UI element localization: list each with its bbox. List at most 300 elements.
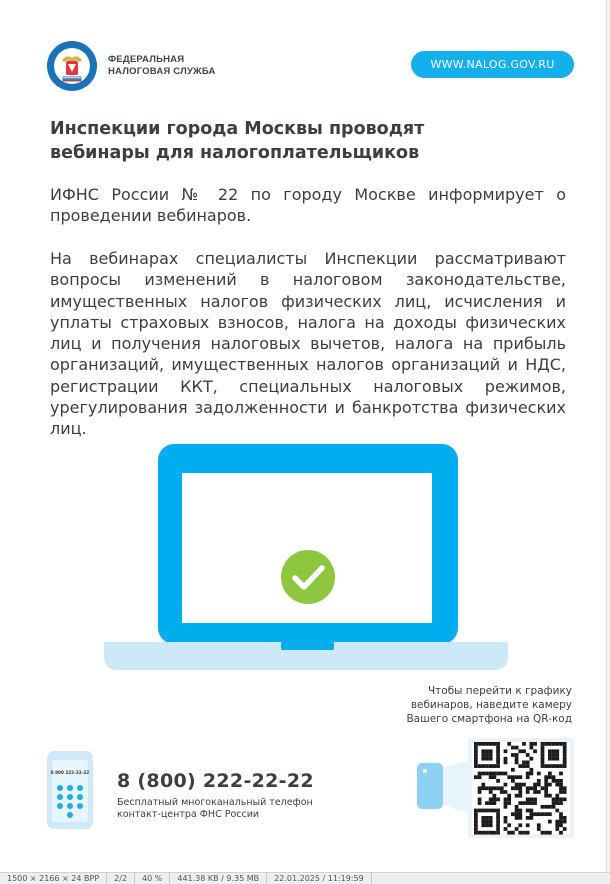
qr-module <box>489 816 493 820</box>
status-dimensions: 1500 × 2166 × 24 BPP <box>0 873 107 884</box>
status-bar <box>0 872 610 884</box>
qr-module <box>530 757 534 761</box>
qr-module <box>552 798 556 802</box>
qr-module <box>563 820 567 824</box>
qr-module <box>563 746 567 750</box>
qr-module <box>481 823 485 827</box>
qr-module <box>530 746 534 750</box>
qr-module <box>478 801 482 805</box>
website-button[interactable]: WWW.NALOG.GOV.RU <box>411 51 574 78</box>
qr-module <box>530 768 534 772</box>
qr-module <box>485 742 489 746</box>
qr-module <box>559 812 563 816</box>
qr-caption-line3: Вашего смартфона на QR-код <box>406 713 572 725</box>
qr-module <box>559 790 563 794</box>
qr-module <box>489 820 493 824</box>
qr-module <box>500 786 504 790</box>
qr-module <box>526 831 530 835</box>
qr-module <box>515 809 519 813</box>
qr-module <box>559 831 563 835</box>
qr-module <box>496 749 500 753</box>
qr-module <box>518 809 522 813</box>
qr-module <box>481 820 485 824</box>
qr-module <box>489 753 493 757</box>
check-circle-icon <box>281 550 335 604</box>
qr-module <box>474 757 478 761</box>
smartphone-icon <box>46 750 94 830</box>
org-name <box>108 54 216 78</box>
qr-module <box>478 809 482 813</box>
qr-module <box>559 779 563 783</box>
qr-module <box>485 764 489 768</box>
qr-module <box>518 831 522 835</box>
qr-module <box>496 772 500 776</box>
qr-module <box>548 805 552 809</box>
qr-module <box>518 794 522 798</box>
qr-module <box>493 809 497 813</box>
qr-module <box>522 761 526 765</box>
qr-module <box>522 783 526 787</box>
qr-module <box>515 794 519 798</box>
qr-module <box>474 753 478 757</box>
qr-module <box>489 742 493 746</box>
qr-module <box>507 801 511 805</box>
status-size: 441.38 KB / 9.35 MB <box>170 873 267 884</box>
qr-module <box>548 775 552 779</box>
qr-module <box>555 823 559 827</box>
qr-module <box>496 786 500 790</box>
qr-module <box>485 772 489 776</box>
qr-module <box>563 749 567 753</box>
qr-module <box>493 794 497 798</box>
qr-module <box>537 790 541 794</box>
qr-module <box>496 831 500 835</box>
qr-module <box>504 783 508 787</box>
qr-module <box>504 801 508 805</box>
qr-module <box>493 772 497 776</box>
qr-module <box>504 772 508 776</box>
qr-module <box>496 823 500 827</box>
qr-module <box>489 798 493 802</box>
qr-module <box>515 753 519 757</box>
qr-module <box>533 783 537 787</box>
qr-module <box>555 749 559 753</box>
qr-module <box>530 772 534 776</box>
qr-module <box>552 757 556 761</box>
qr-caption <box>340 684 572 726</box>
qr-module <box>563 816 567 820</box>
qr-module <box>518 775 522 779</box>
qr-module <box>511 779 515 783</box>
qr-module <box>537 772 541 776</box>
qr-module <box>559 816 563 820</box>
qr-module <box>541 761 545 765</box>
qr-module <box>552 753 556 757</box>
page-title <box>50 117 450 165</box>
qr-module <box>481 749 485 753</box>
qr-module <box>507 798 511 802</box>
qr-module <box>485 823 489 827</box>
qr-module <box>515 757 519 761</box>
qr-module <box>485 801 489 805</box>
qr-module <box>563 798 567 802</box>
qr-module <box>537 827 541 831</box>
qr-module <box>511 775 515 779</box>
qr-module <box>544 775 548 779</box>
qr-module <box>563 764 567 768</box>
topics-paragraph: На вебинарах специалисты Инспекции рассматривают вопросы изменений в налоговом законодательстве, имущественных налогов физических лиц, исчисления и уплаты страховых взносов, налога на доходы физических лиц и получения налоговых вычетов, налога на прибыль организаций, имущественных налогов организаций и НДС, регистрации ККТ, специальных налоговых режимов, урегулирования задолженности и банкротства физических лиц. <box>50 249 566 439</box>
qr-module <box>533 749 537 753</box>
qr-module <box>533 742 537 746</box>
qr-module <box>518 790 522 794</box>
qr-module <box>530 816 534 820</box>
qr-module <box>474 761 478 765</box>
qr-module <box>504 816 508 820</box>
qr-module <box>555 820 559 824</box>
qr-module <box>530 786 534 790</box>
qr-module <box>504 790 508 794</box>
qr-module <box>496 746 500 750</box>
qr-module <box>485 749 489 753</box>
qr-module <box>500 790 504 794</box>
qr-module <box>544 742 548 746</box>
qr-module <box>526 764 530 768</box>
qr-module <box>493 801 497 805</box>
qr-module <box>489 757 493 761</box>
qr-module <box>478 831 482 835</box>
qr-module <box>489 809 493 813</box>
qr-module <box>481 809 485 813</box>
qr-caption-line1: Чтобы перейти к графику <box>427 685 572 697</box>
qr-module <box>478 798 482 802</box>
qr-module <box>489 790 493 794</box>
qr-module <box>544 790 548 794</box>
qr-module <box>518 812 522 816</box>
qr-module <box>496 753 500 757</box>
status-page: 2/2 <box>107 873 135 884</box>
window-right-edge <box>606 0 610 872</box>
qr-module <box>489 801 493 805</box>
qr-module <box>474 749 478 753</box>
qr-module <box>563 761 567 765</box>
qr-module <box>474 746 478 750</box>
qr-module <box>504 798 508 802</box>
qr-module <box>489 764 493 768</box>
qr-module <box>544 831 548 835</box>
qr-module <box>478 786 482 790</box>
qr-module <box>515 746 519 750</box>
qr-module <box>496 742 500 746</box>
qr-module <box>541 805 545 809</box>
qr-module <box>530 801 534 805</box>
qr-module <box>526 786 530 790</box>
qr-module <box>496 757 500 761</box>
qr-module <box>511 768 515 772</box>
qr-module <box>555 827 559 831</box>
qr-module <box>489 823 493 827</box>
qr-module <box>552 801 556 805</box>
qr-module <box>563 790 567 794</box>
qr-module <box>537 812 541 816</box>
qr-module <box>541 742 545 746</box>
qr-module <box>518 823 522 827</box>
qr-module <box>548 742 552 746</box>
qr-module <box>515 786 519 790</box>
qr-module <box>563 742 567 746</box>
qr-module <box>522 801 526 805</box>
qr-module <box>522 742 526 746</box>
qr-module <box>552 749 556 753</box>
qr-module <box>544 783 548 787</box>
qr-module <box>474 831 478 835</box>
qr-module <box>555 798 559 802</box>
qr-module <box>541 764 545 768</box>
qr-module <box>496 820 500 824</box>
qr-module <box>474 809 478 813</box>
qr-module <box>493 764 497 768</box>
qr-module <box>537 779 541 783</box>
qr-module <box>481 764 485 768</box>
qr-module <box>518 764 522 768</box>
qr-module <box>485 757 489 761</box>
qr-module <box>474 827 478 831</box>
title-line1: Инспекции города Москвы проводят <box>50 119 425 139</box>
qr-module <box>533 790 537 794</box>
qr-module <box>526 798 530 802</box>
qr-module <box>511 831 515 835</box>
qr-module <box>481 831 485 835</box>
qr-module <box>478 790 482 794</box>
qr-module <box>481 783 485 787</box>
qr-module <box>522 764 526 768</box>
qr-module <box>544 794 548 798</box>
qr-module <box>541 753 545 757</box>
hotline-description-line1: Бесплатный многоканальный телефон <box>117 797 313 808</box>
qr-module <box>552 764 556 768</box>
qr-module <box>478 764 482 768</box>
qr-module <box>526 823 530 827</box>
qr-module <box>526 790 530 794</box>
qr-module <box>511 746 515 750</box>
qr-module <box>511 753 515 757</box>
qr-module <box>563 786 567 790</box>
qr-module <box>559 742 563 746</box>
qr-module <box>489 749 493 753</box>
qr-module <box>555 794 559 798</box>
qr-module <box>478 742 482 746</box>
qr-module <box>518 783 522 787</box>
qr-code-icon[interactable] <box>468 738 574 838</box>
qr-module <box>544 812 548 816</box>
qr-module <box>489 775 493 779</box>
fns-emblem-icon <box>46 40 98 92</box>
qr-module <box>548 764 552 768</box>
qr-module <box>474 823 478 827</box>
qr-module <box>481 753 485 757</box>
qr-module <box>496 798 500 802</box>
qr-module <box>544 805 548 809</box>
qr-module <box>489 772 493 776</box>
qr-module <box>504 820 508 824</box>
qr-module <box>474 764 478 768</box>
qr-module <box>548 812 552 816</box>
qr-module <box>548 783 552 787</box>
qr-module <box>533 801 537 805</box>
qr-module <box>563 757 567 761</box>
qr-module <box>533 798 537 802</box>
qr-module <box>515 805 519 809</box>
qr-module <box>541 746 545 750</box>
qr-module <box>507 831 511 835</box>
qr-module <box>481 786 485 790</box>
qr-module <box>544 786 548 790</box>
status-date: 22.01.2025 / 11:19:59 <box>267 873 372 884</box>
qr-module <box>526 772 530 776</box>
qr-module <box>537 823 541 827</box>
qr-module <box>485 820 489 824</box>
qr-module <box>515 783 519 787</box>
qr-module <box>541 786 545 790</box>
qr-module <box>555 809 559 813</box>
qr-module <box>541 749 545 753</box>
qr-module <box>511 786 515 790</box>
qr-module <box>500 772 504 776</box>
qr-module <box>555 757 559 761</box>
qr-module <box>504 805 508 809</box>
qr-module <box>515 812 519 816</box>
qr-module <box>489 831 493 835</box>
qr-module <box>526 761 530 765</box>
qr-module <box>559 764 563 768</box>
qr-module <box>548 757 552 761</box>
qr-module <box>507 775 511 779</box>
qr-module <box>555 764 559 768</box>
qr-module <box>507 823 511 827</box>
qr-module <box>544 764 548 768</box>
qr-module <box>548 820 552 824</box>
qr-module <box>493 798 497 802</box>
qr-module <box>548 749 552 753</box>
qr-module <box>478 772 482 776</box>
qr-module <box>485 831 489 835</box>
laptop-notch <box>281 642 334 650</box>
qr-module <box>548 831 552 835</box>
qr-module <box>555 783 559 787</box>
qr-module <box>515 816 519 820</box>
qr-module <box>552 775 556 779</box>
qr-module <box>481 742 485 746</box>
qr-module <box>493 831 497 835</box>
qr-module <box>552 805 556 809</box>
org-name-line1: ФЕДЕРАЛЬНАЯ <box>108 54 185 65</box>
qr-module <box>518 749 522 753</box>
qr-module <box>518 816 522 820</box>
qr-module <box>504 749 508 753</box>
qr-module <box>559 786 563 790</box>
qr-module <box>518 786 522 790</box>
qr-module <box>515 761 519 765</box>
qr-module <box>496 779 500 783</box>
qr-module <box>526 816 530 820</box>
qr-module <box>563 753 567 757</box>
qr-module <box>474 820 478 824</box>
qr-module <box>511 812 515 816</box>
qr-module <box>507 742 511 746</box>
qr-module <box>544 779 548 783</box>
intro-paragraph: ИФНС России № 22 по городу Москве информирует о проведении вебинаров. <box>50 185 566 226</box>
smartphone-scan-icon <box>416 762 476 812</box>
qr-module <box>552 742 556 746</box>
qr-module <box>530 742 534 746</box>
qr-caption-line2: вебинаров, наведите камеру <box>410 699 572 711</box>
qr-module <box>552 779 556 783</box>
qr-module <box>526 753 530 757</box>
qr-module <box>522 749 526 753</box>
qr-module <box>541 757 545 761</box>
qr-module <box>537 783 541 787</box>
qr-module <box>530 809 534 813</box>
qr-module <box>481 757 485 761</box>
qr-module <box>504 757 508 761</box>
qr-module <box>515 827 519 831</box>
qr-module <box>493 742 497 746</box>
qr-module <box>555 779 559 783</box>
qr-module <box>548 753 552 757</box>
qr-module <box>559 772 563 776</box>
qr-module <box>474 812 478 816</box>
qr-module <box>485 809 489 813</box>
qr-module <box>548 794 552 798</box>
qr-module <box>496 761 500 765</box>
qr-module <box>559 823 563 827</box>
qr-module <box>485 816 489 820</box>
qr-module <box>481 816 485 820</box>
qr-module <box>559 783 563 787</box>
hotline-description-line2: контакт-центра ФНС России <box>117 809 260 820</box>
qr-module <box>530 812 534 816</box>
qr-module <box>496 816 500 820</box>
qr-module <box>522 831 526 835</box>
laptop-illustration <box>104 444 508 670</box>
qr-module <box>555 801 559 805</box>
qr-module <box>526 809 530 813</box>
qr-module <box>530 798 534 802</box>
qr-module <box>559 798 563 802</box>
title-line2: вебинары для налогоплательщиков <box>50 143 420 163</box>
qr-module <box>559 801 563 805</box>
qr-module <box>485 753 489 757</box>
qr-module <box>541 831 545 835</box>
qr-module <box>504 827 508 831</box>
hotline-description <box>117 797 313 821</box>
org-name-line2: НАЛОГОВАЯ СЛУЖБА <box>108 66 216 77</box>
qr-module <box>496 764 500 768</box>
qr-module <box>489 786 493 790</box>
qr-module <box>541 812 545 816</box>
qr-module <box>555 753 559 757</box>
qr-module <box>481 772 485 776</box>
qr-module <box>507 794 511 798</box>
qr-module <box>559 820 563 824</box>
status-zoom: 40 % <box>135 873 170 884</box>
qr-module <box>496 812 500 816</box>
qr-module <box>493 786 497 790</box>
qr-module <box>563 827 567 831</box>
qr-module <box>518 801 522 805</box>
qr-module <box>526 775 530 779</box>
qr-module <box>526 801 530 805</box>
phone-screen-number: 8 800 222-22-22 <box>50 770 90 775</box>
